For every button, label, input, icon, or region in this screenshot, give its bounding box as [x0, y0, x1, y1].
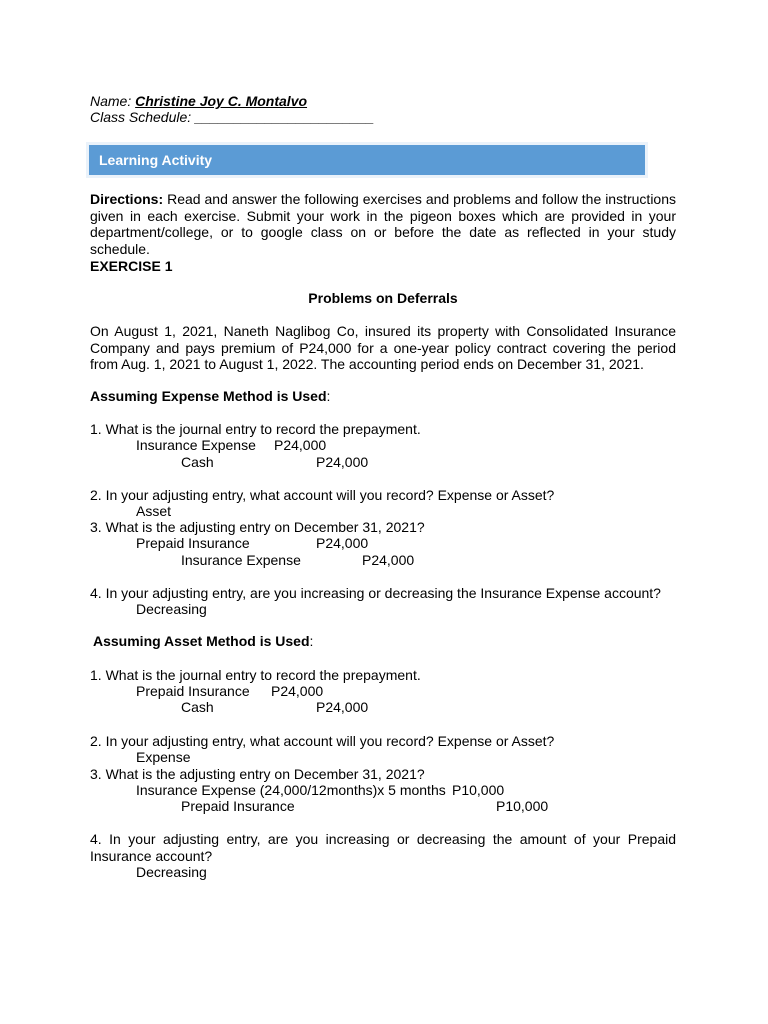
exercise-title: EXERCISE 1	[90, 258, 173, 274]
expense-q3-debit-amount: P24,000	[316, 535, 369, 551]
expense-q1-credit-account: Cash	[181, 454, 214, 470]
asset-q3-credit-amount: P10,000	[496, 798, 549, 814]
asset-q3-debit-account: Insurance Expense (24,000/12months)x 5 months	[136, 782, 446, 798]
asset-q2-answer: Expense	[136, 749, 191, 765]
asset-q3-debit-amount: P10,000	[452, 782, 505, 798]
expense-q1-credit-amount: P24,000	[316, 454, 369, 470]
expense-q3-credit-account: Insurance Expense	[181, 552, 301, 568]
student-name: Christine Joy C. Montalvo	[135, 93, 308, 109]
directions-label: Directions:	[90, 191, 164, 207]
expense-q2-answer: Asset	[136, 503, 172, 519]
class-schedule-blank: _______________________	[195, 109, 375, 125]
expense-q1: 1. What is the journal entry to record the prepayment.	[90, 421, 421, 437]
asset-q1-debit-amount: P24,000	[271, 683, 324, 699]
expense-q3-debit-account: Prepaid Insurance	[136, 535, 250, 551]
expense-q4: 4. In your adjusting entry, are you increasing or decreasing the Insurance Expense account?	[90, 585, 661, 601]
expense-q1-debit-account: Insurance Expense	[136, 437, 256, 453]
asset-q3-credit-account: Prepaid Insurance	[181, 798, 295, 814]
asset-q1: 1. What is the journal entry to record the prepayment.	[90, 667, 421, 683]
learning-activity-banner	[86, 142, 648, 178]
asset-q4: 4. In your adjusting entry, are you increasing or decreasing the amount of your Prepaid Insurance account?	[90, 831, 676, 864]
asset-q1-credit-account: Cash	[181, 699, 214, 715]
asset-method-heading: Assuming Asset Method is Used:	[93, 633, 314, 649]
asset-q1-credit-amount: P24,000	[316, 699, 369, 715]
expense-q4-answer: Decreasing	[136, 601, 207, 617]
name-line	[90, 93, 307, 109]
asset-q2: 2. In your adjusting entry, what account will you record? Expense or Asset?	[90, 733, 555, 749]
expense-q3: 3. What is the adjusting entry on December 31, 2021?	[90, 519, 425, 535]
asset-q1-debit-account: Prepaid Insurance	[136, 683, 250, 699]
name-label: Name:	[90, 93, 136, 109]
exercise-subtitle: Problems on Deferrals	[308, 290, 458, 306]
expense-q1-debit-amount: P24,000	[274, 437, 327, 453]
banner-title: Learning Activity	[99, 152, 213, 168]
directions-paragraph	[90, 191, 676, 257]
expense-q3-credit-amount: P24,000	[362, 552, 415, 568]
expense-q2: 2. In your adjusting entry, what account will you record? Expense or Asset?	[90, 487, 555, 503]
directions-text: Read and answer the following exercises and problems and follow the instructions given in each exercise. Submit your work in the pigeon boxes which are provided in your department/college, or to google class on or before the date as reflected in your study schedule.	[90, 191, 676, 257]
problem-paragraph: On August 1, 2021, Naneth Naglibog Co, insured its property with Consolidated Insurance Company and pays premium of P24,000 for a one-year policy contract covering the period from Aug. 1, 2021 to August 1, 2022. The accounting period ends on December 31, 2021.	[90, 323, 676, 372]
expense-method-heading: Assuming Expense Method is Used:	[90, 388, 331, 404]
asset-q4-answer: Decreasing	[136, 864, 207, 880]
asset-q3: 3. What is the adjusting entry on December 31, 2021?	[90, 766, 425, 782]
class-schedule-line	[90, 109, 374, 125]
class-schedule-label: Class Schedule:	[90, 109, 196, 125]
